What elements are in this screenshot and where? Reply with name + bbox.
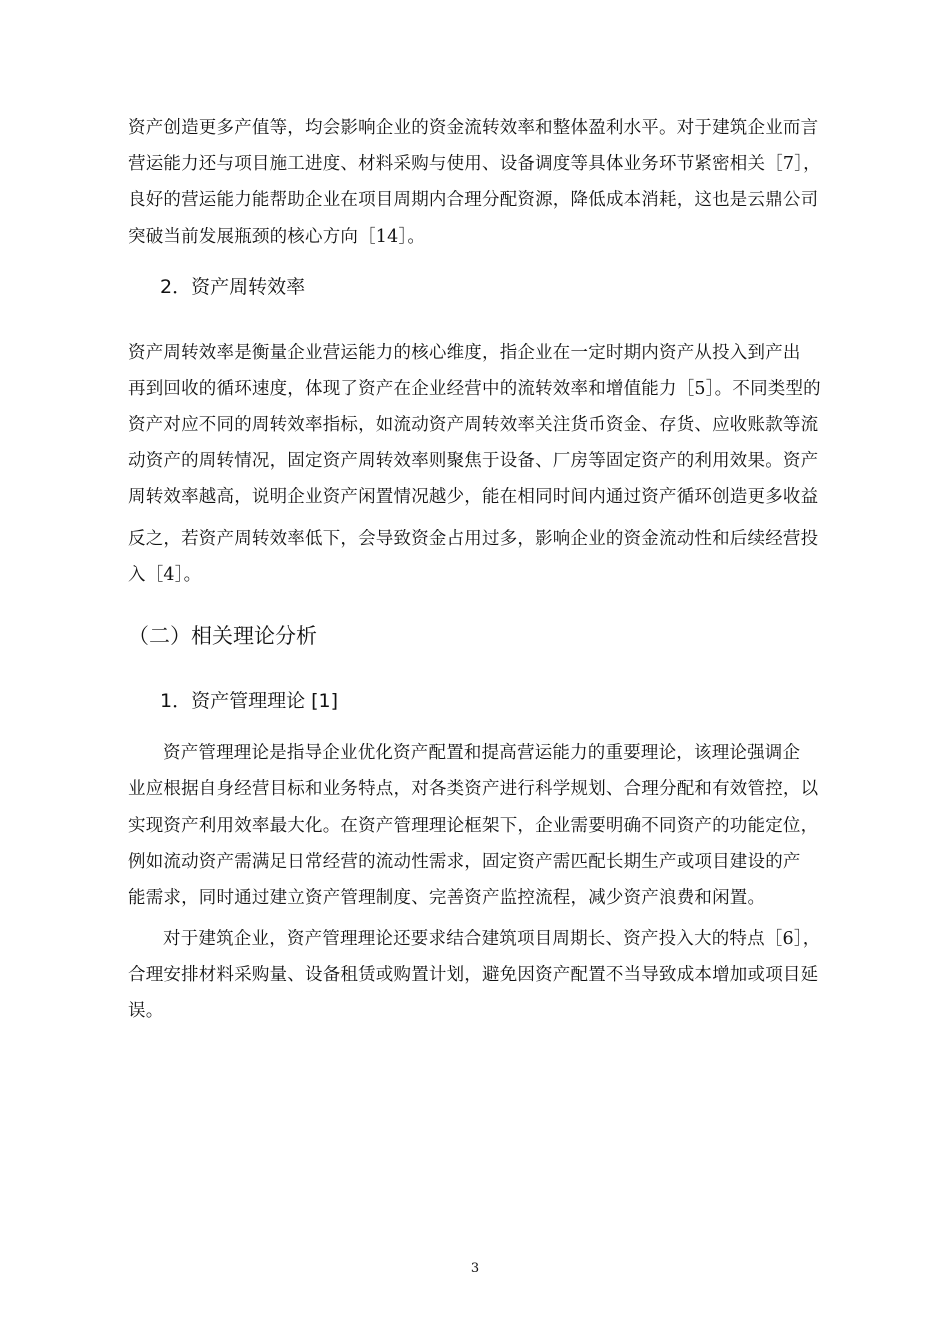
paragraph-line: 合理安排材料采购量、设备租赁或购置计划，避免因资产配置不当导致成本增加或项目延 <box>128 965 819 985</box>
paragraph-line: 例如流动资产需满足日常经营的流动性需求，固定资产需匹配长期生产或项目建设的产 <box>128 852 801 872</box>
paragraph-line: 反之，若资产周转效率低下，会导致资金占用过多，影响企业的资金流动性和后续经营投 <box>128 529 819 549</box>
paragraph-line: 业应根据自身经营目标和业务特点，对各类资产进行科学规划、合理分配和有效管控，以 <box>128 779 819 799</box>
paragraph-line: 周转效率越高，说明企业资产闲置情况越少，能在相同时间内通过资产循环创造更多收益 <box>128 487 819 507</box>
paragraph-line: 资产管理理论是指导企业优化资产配置和提高营运能力的重要理论，该理论强调企 <box>163 743 801 763</box>
paragraph-line: 突破当前发展瓶颈的核心方向［14］。 <box>128 227 426 247</box>
paragraph-line: 资产对应不同的周转效率指标，如流动资产周转效率关注货币资金、存货、应收账款等流 <box>128 415 819 435</box>
subsection-heading-asset-turnover: 2．资产周转效率 <box>160 276 306 298</box>
paragraph-line: 误。 <box>128 1001 164 1021</box>
paragraph-line: 动资产的周转情况，固定资产周转效率则聚焦于设备、厂房等固定资产的利用效果。资产 <box>128 451 819 471</box>
paragraph-line: 再到回收的循环速度，体现了资产在企业经营中的流转效率和增值能力［5］。不同类型的 <box>128 379 821 399</box>
subsection-heading-asset-management: 1．资产管理理论 [1] <box>160 690 339 712</box>
paragraph-line: 营运能力还与项目施工进度、材料采购与使用、设备调度等具体业务环节紧密相关［7］， <box>128 154 821 174</box>
paragraph-line: 良好的营运能力能帮助企业在项目周期内合理分配资源，降低成本消耗，这也是云鼎公司 <box>128 190 819 210</box>
paragraph-line: 实现资产利用效率最大化。在资产管理理论框架下，企业需要明确不同资产的功能定位， <box>128 816 819 836</box>
paragraph-line: 入［4］。 <box>128 565 202 585</box>
page-number: 3 <box>470 1261 480 1276</box>
paragraph-line: 资产创造更多产值等，均会影响企业的资金流转效率和整体盈利水平。对于建筑企业而言 <box>128 118 819 138</box>
paragraph-line: 能需求，同时通过建立资产管理制度、完善资产监控流程，减少资产浪费和闲置。 <box>128 888 766 908</box>
section-heading: （二）相关理论分析 <box>128 624 317 648</box>
paragraph-line: 资产周转效率是衡量企业营运能力的核心维度，指企业在一定时期内资产从投入到产出 <box>128 343 801 363</box>
paragraph-line: 对于建筑企业，资产管理理论还要求结合建筑项目周期长、资产投入大的特点［6］， <box>163 929 821 949</box>
